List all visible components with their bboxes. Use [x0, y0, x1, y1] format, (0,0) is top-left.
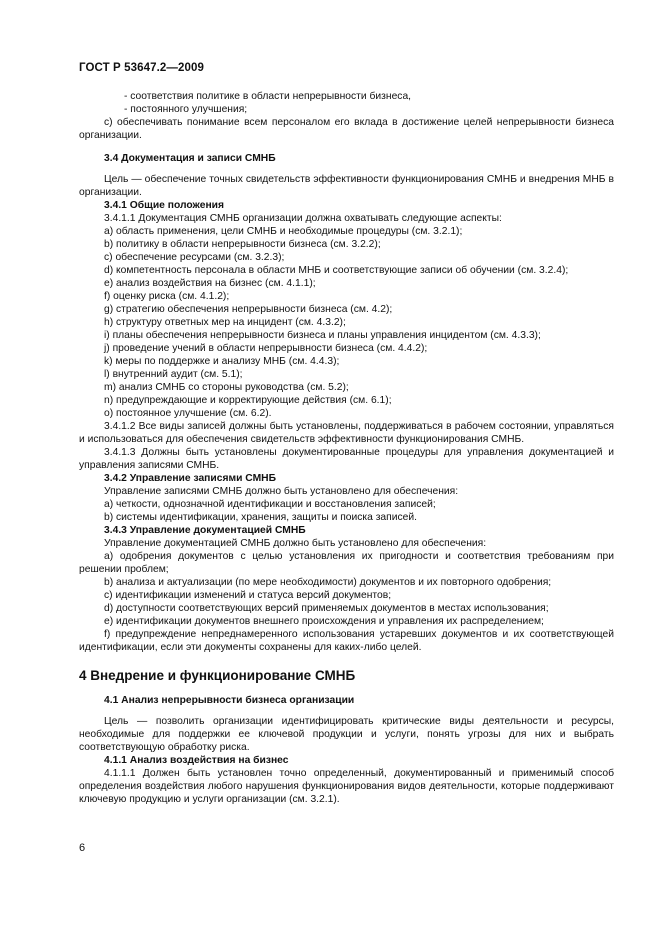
section-3-4-2-intro: Управление записями СМНБ должно быть установлено для обеспечения:	[104, 486, 459, 497]
list-item: d) компетентность персонала в области МНБ и соответствующие записи об обучении (см. 3.2.4);	[104, 265, 569, 276]
section-3-4-3-intro: Управление документацией СМНБ должно быть установлено для обеспечения:	[104, 538, 487, 549]
list-item: c) обеспечение ресурсами (см. 3.2.3);	[104, 252, 285, 263]
clause-4-1-1-1: 4.1.1.1 Должен быть установлен точно определенный, документированный и применимый способ определения воздействия любого нарушения функционирования видов деятельности, которые поддерживают ключевую продукцию и услуги организации (см. 3.2.1).	[79, 768, 614, 805]
document-body	[79, 90, 614, 806]
list-item: j) проведение учений в области непрерывности бизнеса (см. 4.4.2);	[104, 343, 428, 354]
bullet-item: - соответствия политике в области непрерывности бизнеса,	[124, 91, 412, 102]
list-item: e) анализ воздействия на бизнес (см. 4.1.1);	[104, 278, 316, 289]
list-item: o) постоянное улучшение (см. 6.2).	[104, 408, 272, 419]
list-item: i) планы обеспечения непрерывности бизнеса и планы управления инцидентом (см. 4.3.3);	[104, 330, 541, 341]
section-4-1-goal: Цель — позволить организации идентифицировать критические виды деятельности и ресурсы, необходимые для поддержки ее ключевой продукции и услуги, понять угрозы для них и выбрать соответствующую обработку риска.	[79, 716, 614, 753]
document-code-header: ГОСТ Р 53647.2—2009	[79, 62, 204, 74]
bullet-item: - постоянного улучшения;	[124, 104, 248, 115]
section-3-4-2-title: 3.4.2 Управление записями СМНБ	[104, 473, 276, 484]
clause-3-4-1-3: 3.4.1.3 Должны быть установлены документированные процедуры для управления документацией и управления записями СМНБ.	[79, 447, 614, 471]
section-3-4-title: 3.4 Документация и записи СМНБ	[104, 153, 276, 164]
section-4-1-title: 4.1 Анализ непрерывности бизнеса организации	[104, 695, 355, 706]
section-3-4-3-title: 3.4.3 Управление документацией СМНБ	[104, 525, 306, 536]
list-item: a) область применения, цели СМНБ и необходимые процедуры (см. 3.2.1);	[104, 226, 463, 237]
section-3-4-1-title: 3.4.1 Общие положения	[104, 200, 224, 211]
list-item: c) идентификации изменений и статуса версий документов;	[104, 590, 392, 601]
list-item: b) системы идентификации, хранения, защиты и поиска записей.	[104, 512, 417, 523]
section-4-title: 4 Внедрение и функционирование СМНБ	[79, 668, 356, 683]
page-number: 6	[79, 842, 86, 854]
list-item: d) доступности соответствующих версий применяемых документов в местах использования;	[104, 603, 549, 614]
section-4-1-1-title: 4.1.1 Анализ воздействия на бизнес	[104, 755, 289, 766]
list-item: с) обеспечивать понимание всем персоналом его вклада в достижение целей непрерывности бизнеса организации.	[79, 117, 614, 141]
list-item: m) анализ СМНБ со стороны руководства (см. 5.2);	[104, 382, 349, 393]
list-item: g) стратегию обеспечения непрерывности бизнеса (см. 4.2);	[104, 304, 393, 315]
list-item: b) анализа и актуализации (по мере необходимости) документов и их повторного одобрения;	[104, 577, 552, 588]
list-item: a) одобрения документов с целью установления их пригодности и соответствия требованиям при решении проблем;	[79, 551, 614, 575]
list-item: f) предупреждение непреднамеренного использования устаревших документов и их соответствующей идентификации, если эти документы сохранены для каких-либо целей.	[79, 629, 614, 653]
list-item: n) предупреждающие и корректирующие действия (см. 6.1);	[104, 395, 392, 406]
list-item: l) внутренний аудит (см. 5.1);	[104, 369, 243, 380]
list-item: e) идентификации документов внешнего происхождения и управления их распределением;	[104, 616, 544, 627]
list-item: a) четкости, однозначной идентификации и восстановления записей;	[104, 499, 436, 510]
list-item: k) меры по поддержке и анализу МНБ (см. 4.4.3);	[104, 356, 340, 367]
clause-3-4-1-2: 3.4.1.2 Все виды записей должны быть установлены, поддерживаться в рабочем состоянии, управляться и использоваться для обеспечения свидетельств эффективности функционирования СМНБ.	[79, 421, 614, 445]
list-item: h) структуру ответных мер на инцидент (см. 4.3.2);	[104, 317, 346, 328]
list-item: b) политику в области непрерывности бизнеса (см. 3.2.2);	[104, 239, 381, 250]
list-item: f) оценку риска (см. 4.1.2);	[104, 291, 230, 302]
section-3-4-goal: Цель — обеспечение точных свидетельств эффективности функционирования СМНБ и внедрения МНБ в организации.	[79, 174, 614, 198]
clause-3-4-1-1: 3.4.1.1 Документация СМНБ организации должна охватывать следующие аспекты:	[104, 213, 502, 224]
